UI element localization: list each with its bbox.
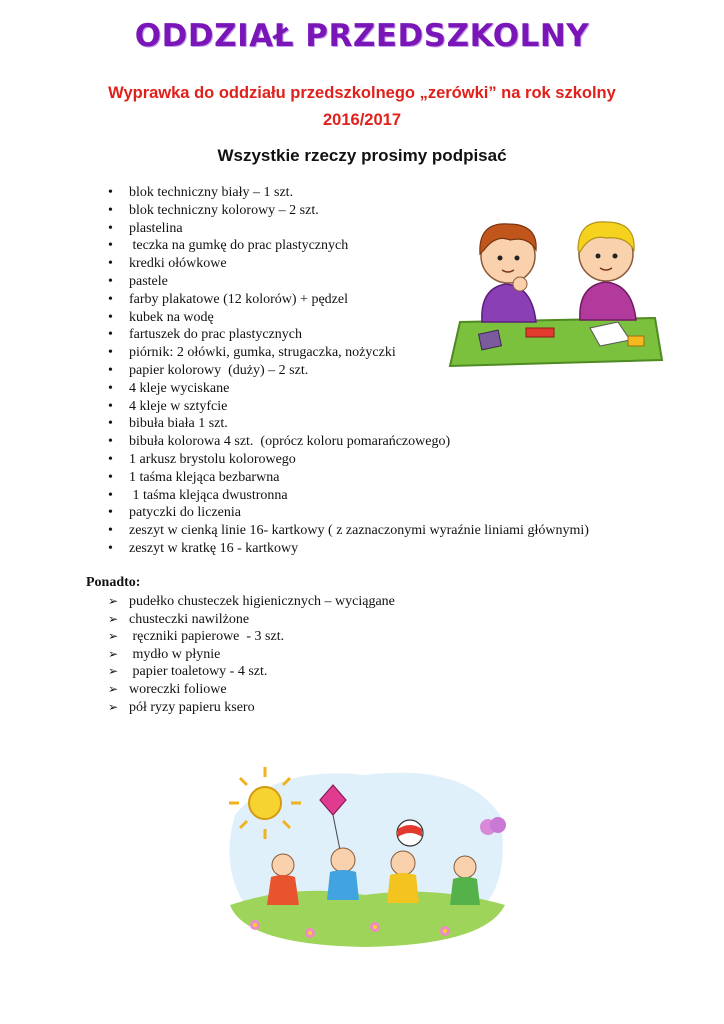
list-item: • bibuła biała 1 szt. (108, 415, 589, 433)
subtitle (60, 80, 664, 134)
list-item: • 1 arkusz brystolu kolorowego (108, 451, 589, 469)
list-item: ➢ papier toaletowy - 4 szt. (108, 663, 395, 681)
list-item: ➢ ręczniki papierowe - 3 szt. (108, 628, 395, 646)
list-item: ➢ chusteczki nawilżone (108, 611, 395, 629)
list-item: ➢ pudełko chusteczek higienicznych – wyciągane (108, 593, 395, 611)
list-item: • bibuła kolorowa 4 szt. (oprócz koloru pomarańczowego) (108, 433, 589, 451)
list-item: • fartuszek do prac plastycznych (108, 326, 589, 344)
list-item: • teczka na gumkę do prac plastycznych (108, 237, 589, 255)
list-item: • 4 kleje wyciskane (108, 380, 589, 398)
list-item: • kubek na wodę (108, 309, 589, 327)
list-item: • zeszyt w kratkę 16 - kartkowy (108, 540, 589, 558)
list-item: • pastele (108, 273, 589, 291)
list-item: • papier kolorowy (duży) – 2 szt. (108, 362, 589, 380)
children-playing-outdoors-illustration (215, 755, 515, 960)
extra-list (108, 593, 395, 716)
list-item: • patyczki do liczenia (108, 504, 589, 522)
list-item: • blok techniczny kolorowy – 2 szt. (108, 202, 589, 220)
list-item: • zeszyt w cienką linie 16- kartkowy ( z zaznaczonymi wyraźnie liniami głównymi) (108, 522, 589, 540)
list-item: • blok techniczny biały – 1 szt. (108, 184, 589, 202)
list-item: ➢ mydło w płynie (108, 646, 395, 664)
two-children-at-desk-illustration (440, 210, 670, 370)
subtitle-line-2: 2016/2017 (323, 111, 401, 129)
list-item: • kredki ołówkowe (108, 255, 589, 273)
subtitle-line-1: Wyprawka do oddziału przedszkolnego „zerówki” na rok szkolny (108, 84, 616, 102)
page-title: ODDZIAŁ PRZEDSZKOLNY (134, 18, 590, 54)
list-item: ➢ woreczki foliowe (108, 681, 395, 699)
list-item: • piórnik: 2 ołówki, gumka, strugaczka, nożyczki (108, 344, 589, 362)
list-item: • farby plakatowe (12 kolorów) + pędzel (108, 291, 589, 309)
request-heading: Wszystkie rzeczy prosimy podpisać (217, 146, 507, 165)
list-item: • plastelina (108, 220, 589, 238)
list-item: ➢ pół ryzy papieru ksero (108, 699, 395, 717)
list-item: • 4 kleje w sztyfcie (108, 398, 589, 416)
list-item: • 1 taśma klejąca bezbarwna (108, 469, 589, 487)
extra-heading: Ponadto: (86, 575, 141, 590)
list-item: • 1 taśma klejąca dwustronna (108, 487, 589, 505)
